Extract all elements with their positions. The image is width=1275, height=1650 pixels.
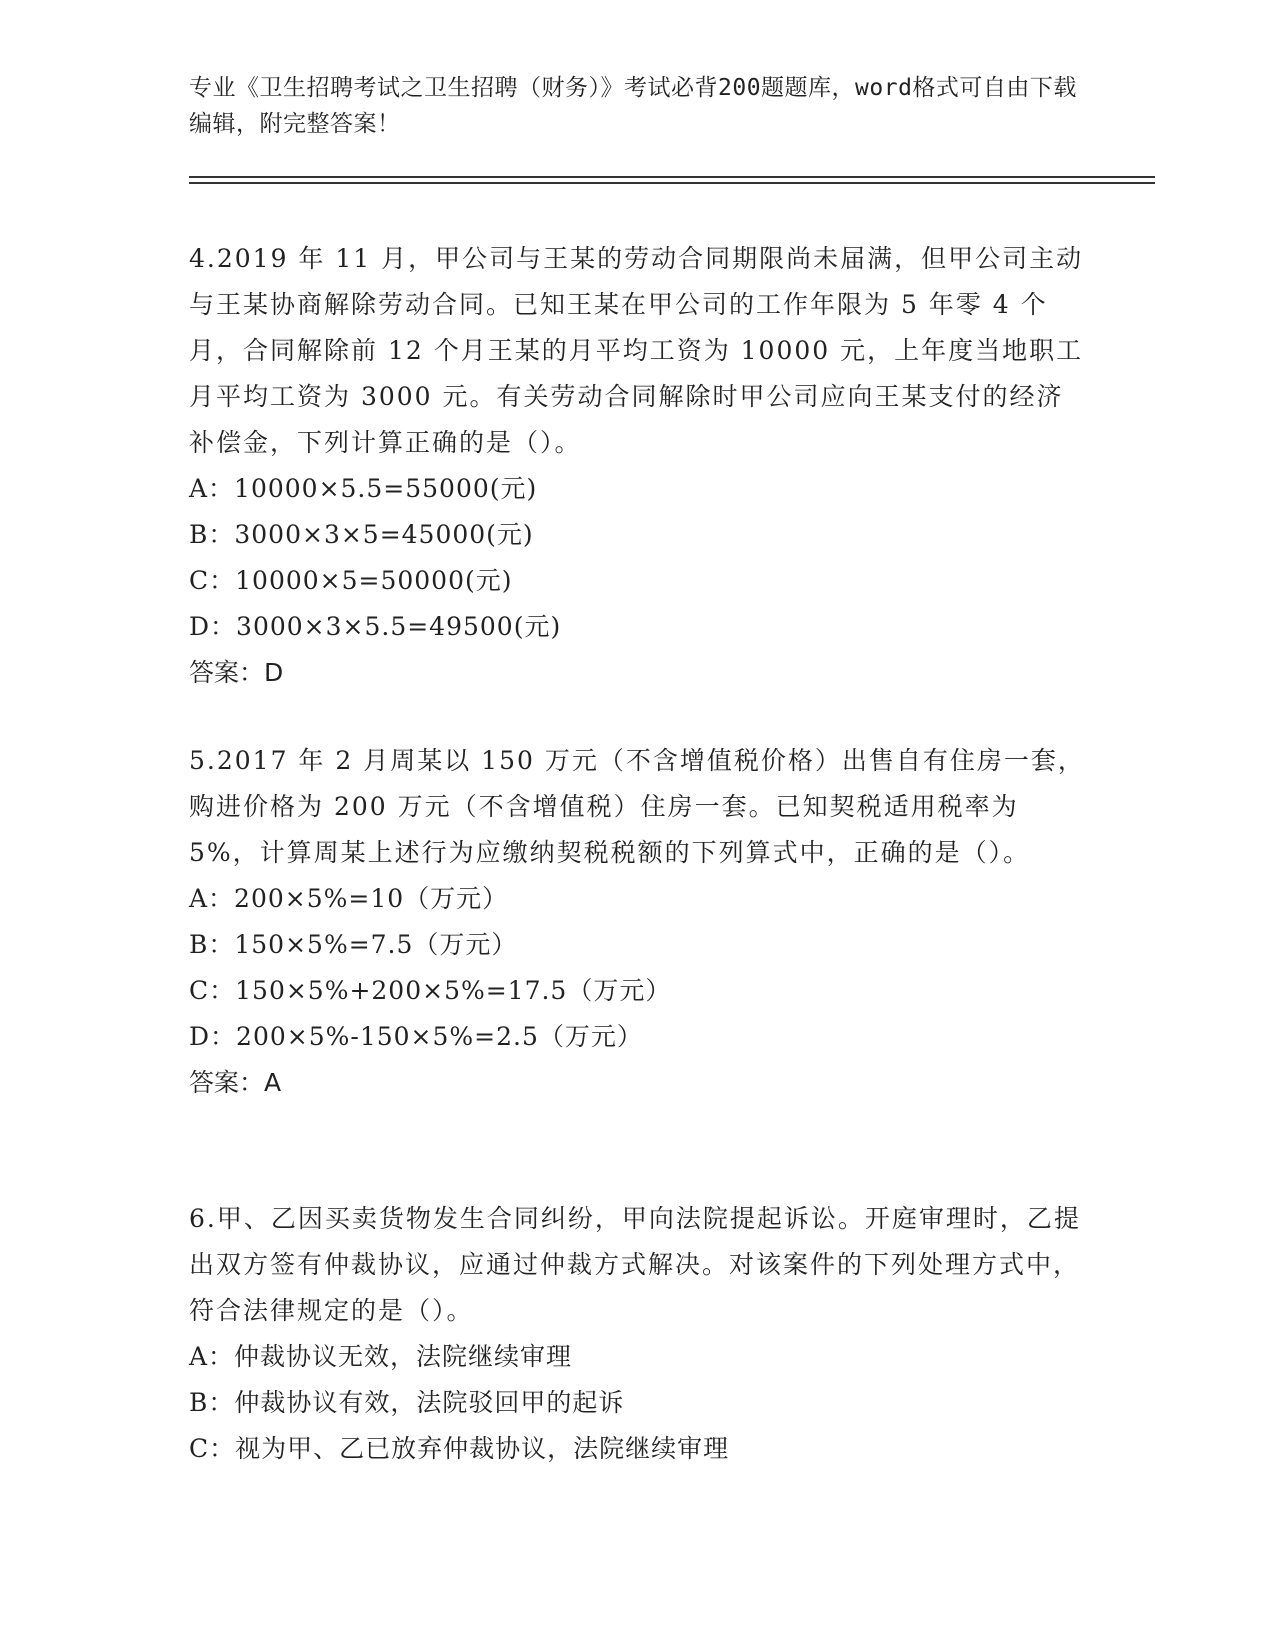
option-d: D：200×5%-150×5%=2.5（万元） <box>189 1022 643 1051</box>
header-divider-top <box>189 176 1155 178</box>
option-a: A：仲裁协议无效，法院继续审理 <box>189 1342 573 1371</box>
question-6 <box>189 1196 1089 1472</box>
option-a: A：10000×5.5=55000(元) <box>189 474 538 503</box>
question-stem: 6.甲、乙因买卖货物发生合同纠纷，甲向法院提起诉讼。开庭审理时，乙提出双方签有仲裁协议，应通过仲裁方式解决。对该案件的下列处理方式中，符合法律规定的是（）。 <box>189 1204 1081 1325</box>
answer-line: 答案：A <box>189 1068 282 1097</box>
question-4 <box>189 236 1089 696</box>
question-stem: 5.2017 年 2 月周某以 150 万元（不含增值税价格）出售自有住房一套，购进价格为 200 万元（不含增值税）住房一套。已知契税适用税率为 5%，计算周某上述行为应缴纳契税税额的下列算式中，正确的是（）。 <box>189 746 1085 867</box>
option-a: A：200×5%=10（万元） <box>189 884 509 913</box>
option-b: B：仲裁协议有效，法院驳回甲的起诉 <box>189 1388 625 1417</box>
option-c: C：150×5%+200×5%=17.5（万元） <box>189 976 672 1005</box>
document-header: 专业《卫生招聘考试之卫生招聘（财务）》考试必背200题题库，word格式可自由下载编辑，附完整答案！ <box>189 75 1077 137</box>
header-divider-bottom <box>189 182 1155 184</box>
option-c: C：10000×5=50000(元) <box>189 566 513 595</box>
option-b: B：150×5%=7.5（万元） <box>189 930 518 959</box>
option-d: D：3000×3×5.5=49500(元) <box>189 612 562 641</box>
option-c: C：视为甲、乙已放弃仲裁协议，法院继续审理 <box>189 1434 730 1463</box>
answer-line: 答案：D <box>189 658 284 687</box>
option-b: B：3000×3×5=45000(元) <box>189 520 534 549</box>
question-5 <box>189 738 1089 1106</box>
question-stem: 4.2019 年 11 月，甲公司与王某的劳动合同期限尚未届满，但甲公司主动与王某协商解除劳动合同。已知王某在甲公司的工作年限为 5 年零 4 个月，合同解除前 12 个月王某的月平均工资为 10000 元，上年度当地职工月平均工资为 3000 元。有关劳动合同解除时甲公司应向王某支付的经济补偿金，下列计算正确的是（）。 <box>189 244 1084 457</box>
